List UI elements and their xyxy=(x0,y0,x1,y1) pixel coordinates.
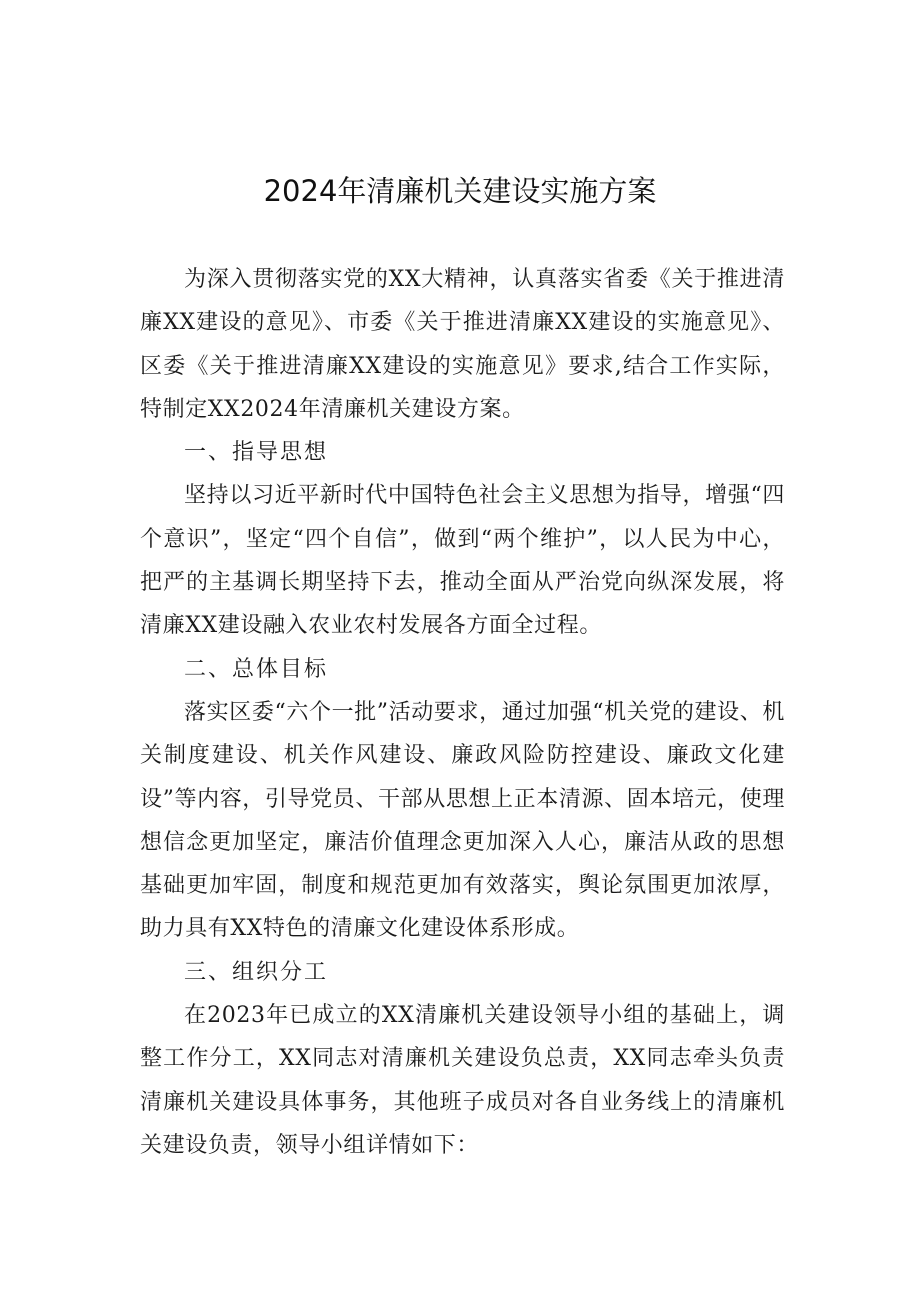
section-heading-overall-goals: 二、总体目标 xyxy=(184,656,329,682)
section-body-organization: 在2023年已成立的XX清廉机关建设领导小组的基础上，调整工作分工，XX同志对清廉机关建设负总责，XX同志牵头负责清廉机关建设具体事务，其他班子成员对各自业务线上的清廉机关建设负责，领导小组详情如下： xyxy=(140,1003,785,1158)
section-body-guiding-ideology: 坚持以习近平新时代中国特色社会主义思想为指导，增强“四个意识”，坚定“四个自信”，做到“两个维护”，以人民为中心，把严的主基调长期坚持下去，推动全面从严治党向纵深发展，将清廉XX建设融入农业农村发展各方面全过程。 xyxy=(140,483,785,639)
document-title: 2024年清廉机关建设实施方案 xyxy=(263,174,657,208)
section-heading-guiding-ideology: 一、指导思想 xyxy=(184,440,329,466)
section-body-overall-goals: 落实区委“六个一批”活动要求，通过加强“机关党的建设、机关制度建设、机关作风建设、廉政风险防控建设、廉政文化建设”等内容，引导党员、干部从思想上正本清源、固本培元，使理想信念更加坚定，廉洁价值理念更加深入人心，廉洁从政的思想基础更加牢固，制度和规范更加有效落实，舆论氛围更加浓厚，助力具有XX特色的清廉文化建设体系形成。 xyxy=(140,699,785,942)
section-heading-organization: 三、组织分工 xyxy=(184,959,329,985)
intro-paragraph: 为深入贯彻落实党的XX大精神，认真落实省委《关于推进清廉XX建设的意见》、市委《关于推进清廉XX建设的实施意见》、区委《关于推进清廉XX建设的实施意见》要求,结合工作实际，特制定XX2024年清廉机关建设方案。 xyxy=(140,267,785,422)
document-body xyxy=(140,258,785,1167)
